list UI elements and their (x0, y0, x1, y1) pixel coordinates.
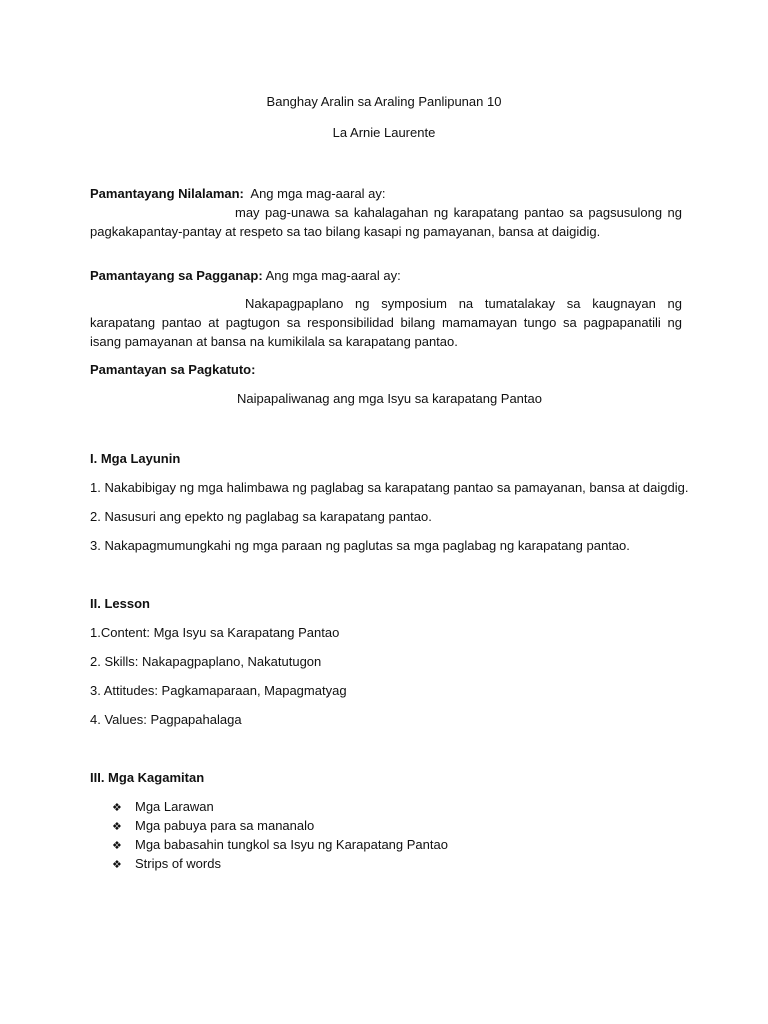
learning-competency-text: Naipapaliwanag ang mga Isyu sa karapatang Pantao (237, 391, 542, 406)
lesson-item: 1.Content: Mga Isyu sa Karapatang Pantao (90, 625, 340, 640)
materials-heading: III. Mga Kagamitan (90, 770, 205, 785)
objectives-heading: I. Mga Layunin (90, 451, 181, 466)
material-label: Mga babasahin tungkol sa Isyu ng Karapatang Pantao (135, 837, 448, 852)
material-label: Strips of words (135, 856, 221, 871)
diamond-bullet-icon: ❖ (112, 802, 122, 814)
lesson-heading: II. Lesson (90, 596, 150, 611)
content-standard-lead: Ang mga mag-aaral ay: (250, 186, 386, 201)
diamond-bullet-icon: ❖ (112, 859, 122, 871)
performance-standard-text-block (90, 294, 682, 351)
lesson-item: 4. Values: Pagpapahalaga (90, 712, 242, 727)
performance-standard-lead: Ang mga mag-aaral ay: (265, 268, 401, 283)
performance-standard-text: Nakapagpaplano ng symposium na tumatalakay sa kaugnayan ng karapatang pantao at pagtugon sa responsibilidad bilang mamamayan tungo sa pagpapanatili ng isang pamayanan at bansa na kumikilala sa karapatang pantao. (90, 296, 682, 349)
list-item (112, 837, 448, 856)
diamond-bullet-icon: ❖ (112, 840, 122, 852)
objective-item: 3. Nakapagmumungkahi ng mga paraan ng paglutas sa mga paglabag ng karapatang pantao. (90, 538, 630, 553)
content-standard-text-block (90, 203, 682, 241)
content-standard-text: may pag-unawa sa kahalagahan ng karapatang pantao sa pagsusulong ng pagkakapantay-pantay at respeto sa tao bilang kasapi ng pamayanan, bansa at daigidig. (90, 205, 682, 239)
material-label: Mga pabuya para sa mananalo (135, 818, 315, 833)
learning-competency-label: Pamantayan sa Pagkatuto: (90, 362, 256, 377)
document-author: La Arnie Laurente (332, 125, 436, 140)
performance-standard-label: Pamantayang sa Pagganap: (90, 268, 263, 283)
content-standard-heading (90, 186, 386, 202)
diamond-bullet-icon: ❖ (112, 821, 122, 833)
document-title: Banghay Aralin sa Araling Panlipunan 10 (266, 94, 502, 109)
list-item (112, 856, 448, 875)
materials-list (112, 799, 448, 875)
list-item (112, 799, 448, 818)
material-label: Mga Larawan (135, 799, 214, 814)
performance-standard-heading (90, 268, 401, 284)
content-standard-label: Pamantayang Nilalaman: (90, 186, 244, 201)
objective-item: 1. Nakabibigay ng mga halimbawa ng paglabag sa karapatang pantao sa pamayanan, bansa at daigdig. (90, 480, 689, 495)
lesson-item: 3. Attitudes: Pagkamaparaan, Mapagmatyag (90, 683, 347, 698)
list-item (112, 818, 448, 837)
objective-item: 2. Nasusuri ang epekto ng paglabag sa karapatang pantao. (90, 509, 432, 524)
lesson-item: 2. Skills: Nakapagpaplano, Nakatutugon (90, 654, 322, 669)
